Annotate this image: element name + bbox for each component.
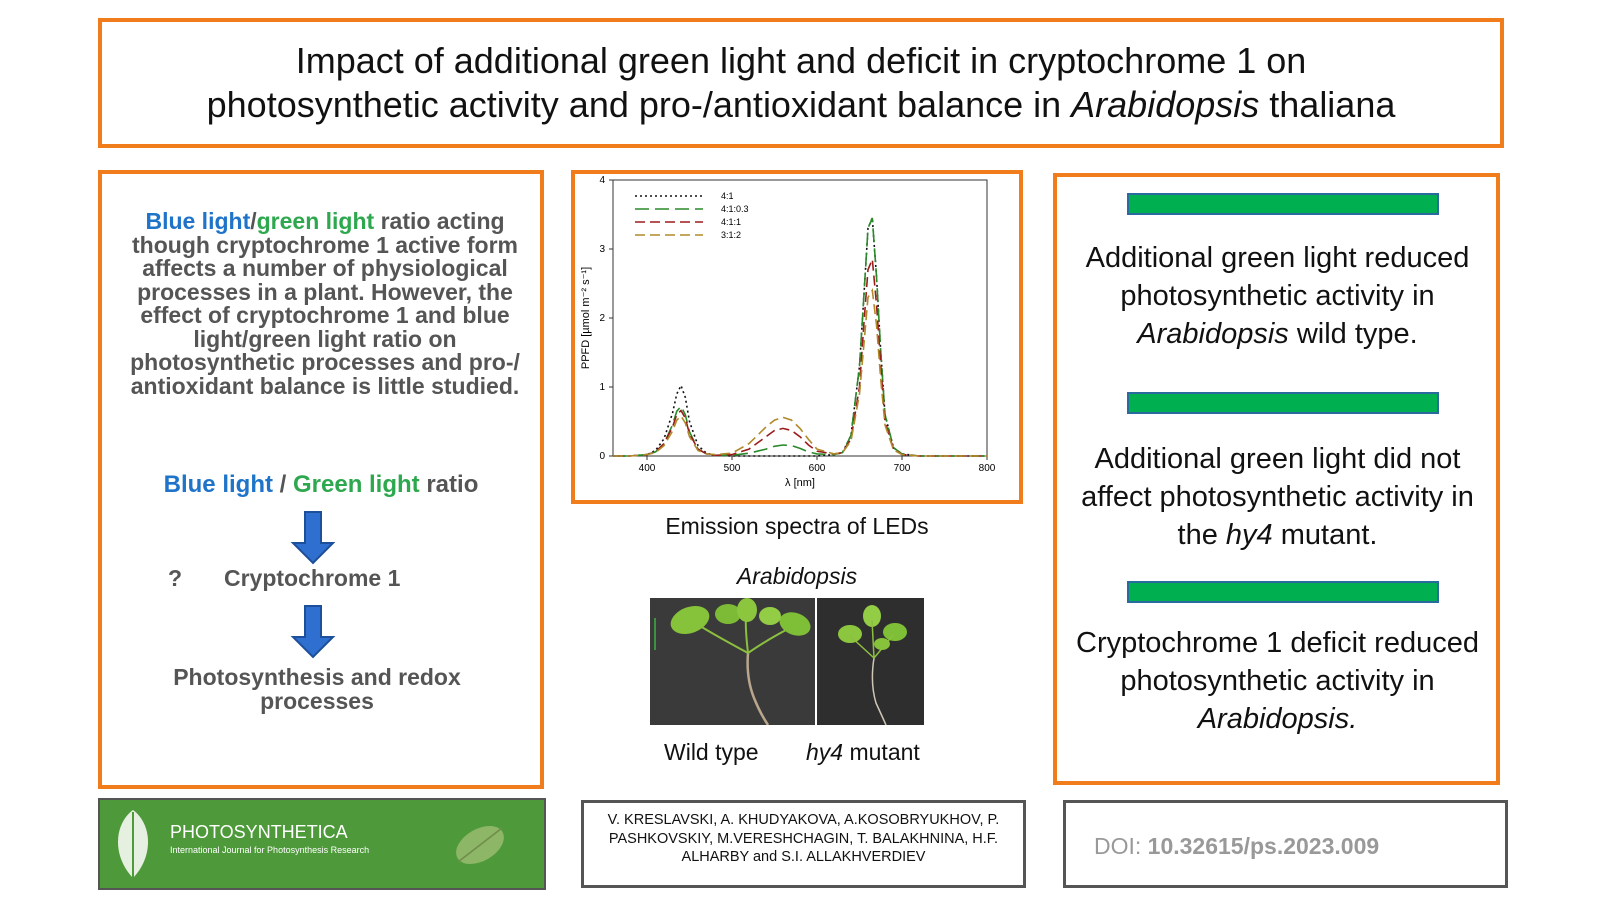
down-arrow-icon [288,510,338,565]
x-tick-label: 700 [893,463,911,474]
intro-green-light: green light [256,208,375,234]
x-axis-label: λ [nm] [785,477,815,489]
journal-name: PHOTOSYNTHETICA [170,822,348,842]
leaf-logo-icon [108,806,158,884]
question-mark: ? [168,565,183,591]
title-italic-genus: Arabidopsis [1071,84,1260,125]
x-tick-label: 600 [808,463,826,474]
ratio-rest: ratio [419,471,479,498]
finding-1 [1067,239,1488,353]
ratio-green: Green light [292,471,420,498]
journal-banner [98,798,546,890]
y-tick-label: 2 [599,313,605,324]
y-tick-label: 0 [599,451,605,462]
intro-blue-light: Blue light [145,208,251,234]
emission-spectra-chart [571,170,1023,504]
title-box [98,18,1504,148]
decorative-leaf-icon [450,820,510,870]
y-tick-label: 3 [599,244,605,255]
y-axis-label: PPFD [µmol m⁻² s⁻¹] [580,266,592,370]
mutant-italic: hy4 [806,739,844,765]
down-arrow-icon [288,604,338,659]
doi-value: 10.32615/ps.2023.009 [1147,833,1380,859]
legend-label: 4:1:1 [721,217,742,227]
finding-1-pre: Additional green light reduced photosynthetic activity in [1085,242,1470,312]
legend-label: 4:1:0.3 [721,204,749,214]
y-tick-label: 1 [599,382,605,393]
authors-list: V. KRESLAVSKI, A. KHUDYAKOVA, A.KOSOBRYUKHOV, P. PASHKOVSKIY, M.VERESHCHAGIN, T. BALAKHNINA, H.F. ALHARBY and S.I. ALLAKHVERDIEV [607,812,1000,865]
plant-label: Arabidopsis [736,563,858,589]
finding-3-pre: Cryptochrome 1 deficit reduced photosynthetic activity in [1076,627,1479,697]
authors-box [581,800,1026,888]
poster-title [207,39,1396,127]
intro-rest: ratio acting though cryptochrome 1 active form affects a number of physiological processes in a plant. However, the effect of cryptochrome 1 and blue light/green light ratio on photosynthetic processes and pro-/ antioxidant balance is little studied. [130,208,520,399]
doi-text [1094,833,1379,860]
finding-3 [1067,624,1488,738]
mutant-label [806,739,920,766]
finding-3-italic: Arabidopsis. [1197,703,1358,735]
title-line1: Impact of additional green light and deficit in cryptochrome 1 on [295,40,1307,81]
chart-svg [575,174,1019,500]
series-line-4-1-1 [613,259,987,456]
series-line-4-1 [613,218,987,456]
finding-divider-bar [1127,392,1439,414]
finding-1-post: wild type. [1288,318,1418,350]
intro-text [116,210,534,398]
ratio-heading [102,471,540,499]
ratio-blue: Blue light [163,471,273,498]
x-tick-label: 400 [638,463,656,474]
series-line-4-1-0-3 [613,218,987,456]
journal-subtitle: International Journal for Photosynthesis Research [170,845,370,855]
finding-2-post: mutant. [1272,519,1378,551]
legend-label: 3:1:2 [721,230,742,240]
title-line2: photosynthetic activity and pro-/antioxidant balance in [206,84,1072,125]
y-tick-label: 4 [599,175,605,186]
finding-1-italic: Arabidopsis [1137,318,1289,350]
finding-2-pre: Additional green light did not affect photosynthetic activity in the [1081,443,1474,551]
x-tick-label: 500 [723,463,741,474]
outcome-label: Photosynthesis and redox processes [173,664,461,714]
wild-type-label: Wild type [664,739,759,765]
ratio-sep: / [272,471,293,498]
finding-2-italic: hy4 [1225,519,1273,551]
legend-label: 4:1 [721,191,734,201]
cryptochrome-label: Cryptochrome 1 [224,565,401,591]
mutant-rest: mutant [843,739,920,765]
finding-divider-bar [1127,193,1439,215]
x-tick-label: 800 [978,463,996,474]
findings-panel [1053,173,1500,785]
finding-2 [1067,440,1488,554]
finding-divider-bar [1127,581,1439,603]
intro-slash: / [250,208,257,234]
doi-label: DOI: [1094,833,1148,859]
background-panel [98,170,544,789]
chart-caption: Emission spectra of LEDs [665,513,929,539]
doi-box [1063,800,1508,888]
title-species: thaliana [1259,84,1396,125]
plant-photo [650,598,924,725]
